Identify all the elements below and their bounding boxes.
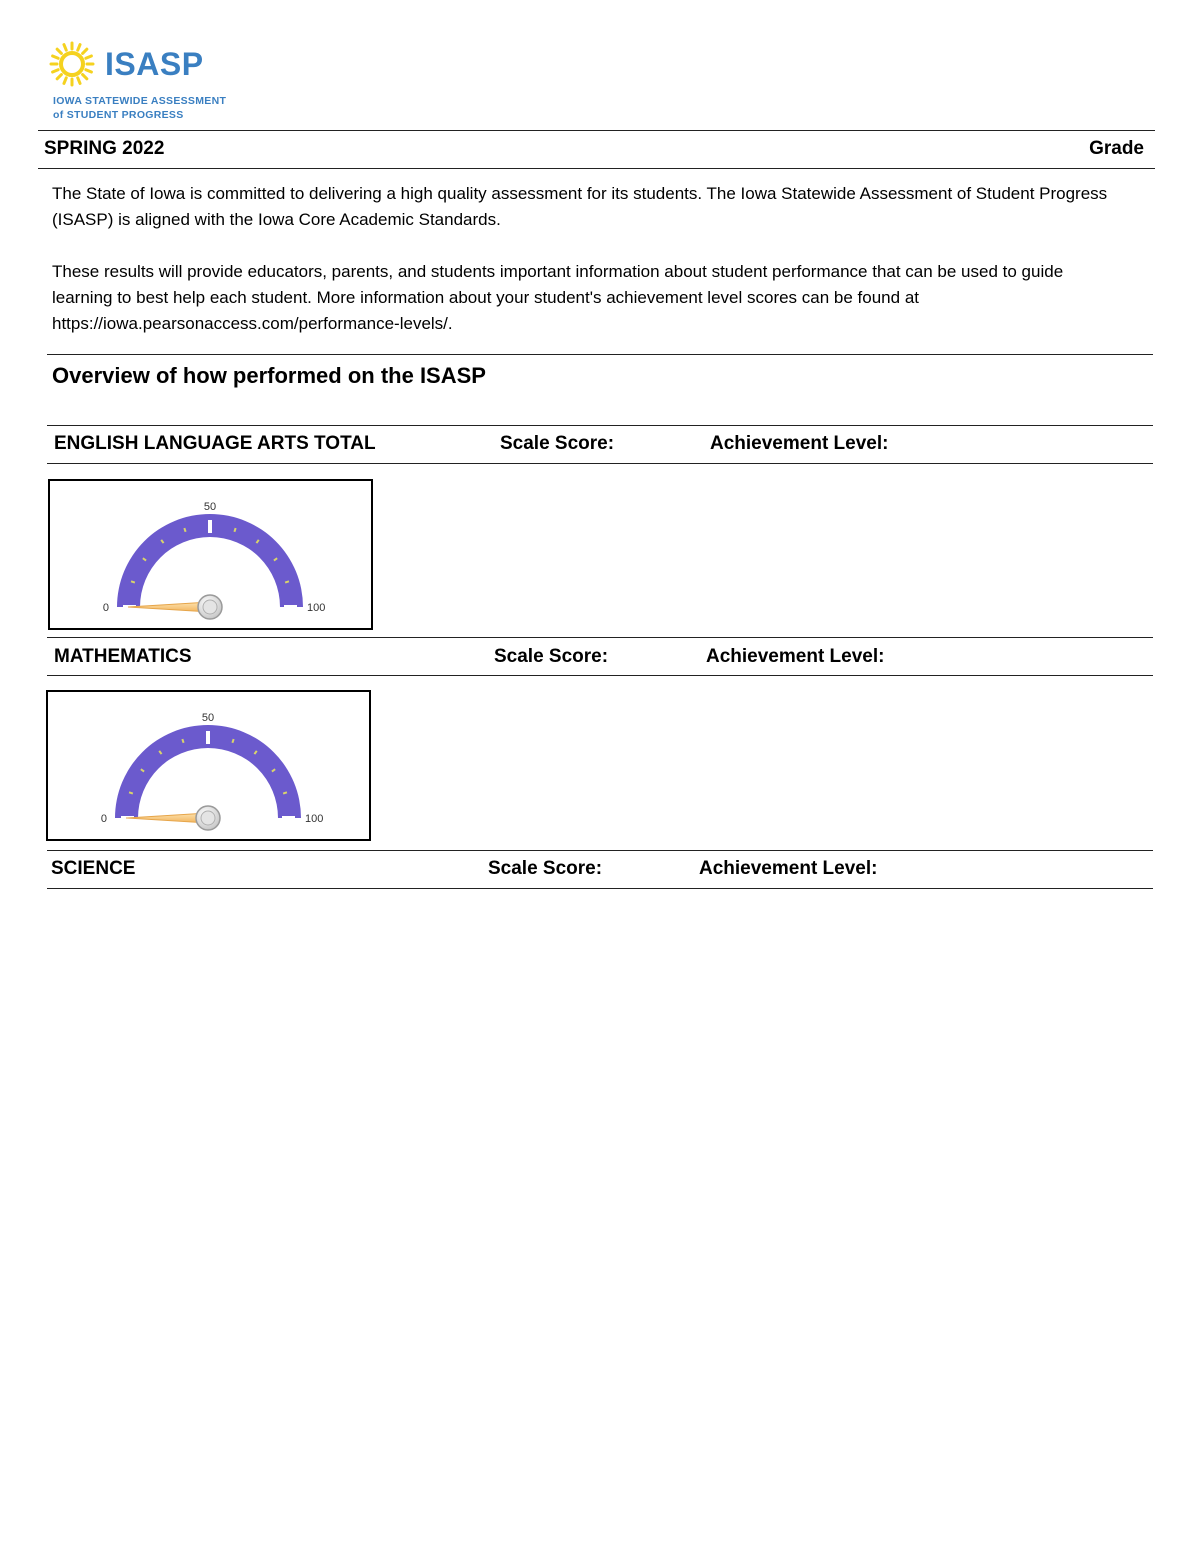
gauge-tick <box>232 739 233 743</box>
divider <box>47 888 1153 889</box>
math-gauge <box>46 690 371 841</box>
gauge-max-label: 100 <box>305 813 324 825</box>
gauge-tick <box>234 528 235 532</box>
intro-paragraph-1: The State of Iowa is committed to delivering a high quality assessment for its students. The Iowa Statewide Assessment of Student Progress (ISASP) is aligned with the Iowa Core Academic Standards. <box>52 184 1108 229</box>
gauge-tick <box>184 528 185 532</box>
divider <box>47 463 1153 464</box>
math-achievement-level-label: Achievement Level: <box>706 646 885 667</box>
science-scale-score-label: Scale Score: <box>488 858 603 879</box>
gauge-tick <box>182 739 183 743</box>
logo-subtitle-line2: of STUDENT PROGRESS <box>53 109 184 121</box>
divider <box>47 850 1153 851</box>
divider <box>38 130 1155 131</box>
divider <box>47 425 1153 426</box>
gauge-max-label: 100 <box>307 602 326 614</box>
divider <box>47 637 1153 638</box>
gauge-tick <box>131 581 135 582</box>
intro-paragraph-2: These results will provide educators, parents, and students important information about student performance that can be used to guide learning to best help each student. More information about your student's achievement level scores can be found at https://iowa.pearsonaccess.com/performance-levels/. <box>52 262 1064 333</box>
ela-scale-score-label: Scale Score: <box>500 433 615 454</box>
gauge-tick <box>285 581 289 582</box>
gauge-hub-center <box>203 600 217 614</box>
science-subject-label: SCIENCE <box>51 858 136 879</box>
divider <box>47 354 1153 355</box>
logo-brand: ISASP <box>105 46 204 82</box>
divider <box>38 168 1155 169</box>
intro-text <box>52 181 1112 337</box>
term-label: SPRING 2022 <box>44 138 165 159</box>
divider <box>47 675 1153 676</box>
gauge-min-label: 0 <box>102 602 109 614</box>
ela-achievement-level-label: Achievement Level: <box>710 433 889 454</box>
gauge-min-label: 0 <box>100 813 107 825</box>
overview-title: Overview of how performed on the ISASP <box>52 363 486 388</box>
gauge-hub-center <box>201 811 215 825</box>
science-achievement-level-label: Achievement Level: <box>699 858 878 879</box>
isasp-logo <box>48 38 248 122</box>
gauge-mid-label: 50 <box>203 501 217 513</box>
sun-icon <box>48 38 100 90</box>
logo-subtitle-line1: IOWA STATEWIDE ASSESSMENT <box>53 95 227 107</box>
gauge-tick <box>129 792 133 793</box>
math-gauge-chart <box>48 692 369 839</box>
ela-gauge-chart <box>50 481 371 628</box>
logo-subtitle <box>53 94 226 122</box>
math-scale-score-label: Scale Score: <box>494 646 609 667</box>
gauge-tick <box>283 792 287 793</box>
grade-label: Grade <box>1089 138 1144 159</box>
ela-subject-label: ENGLISH LANGUAGE ARTS TOTAL <box>54 433 376 454</box>
ela-gauge <box>48 479 373 630</box>
math-subject-label: MATHEMATICS <box>54 646 192 667</box>
gauge-mid-label: 50 <box>201 712 215 724</box>
